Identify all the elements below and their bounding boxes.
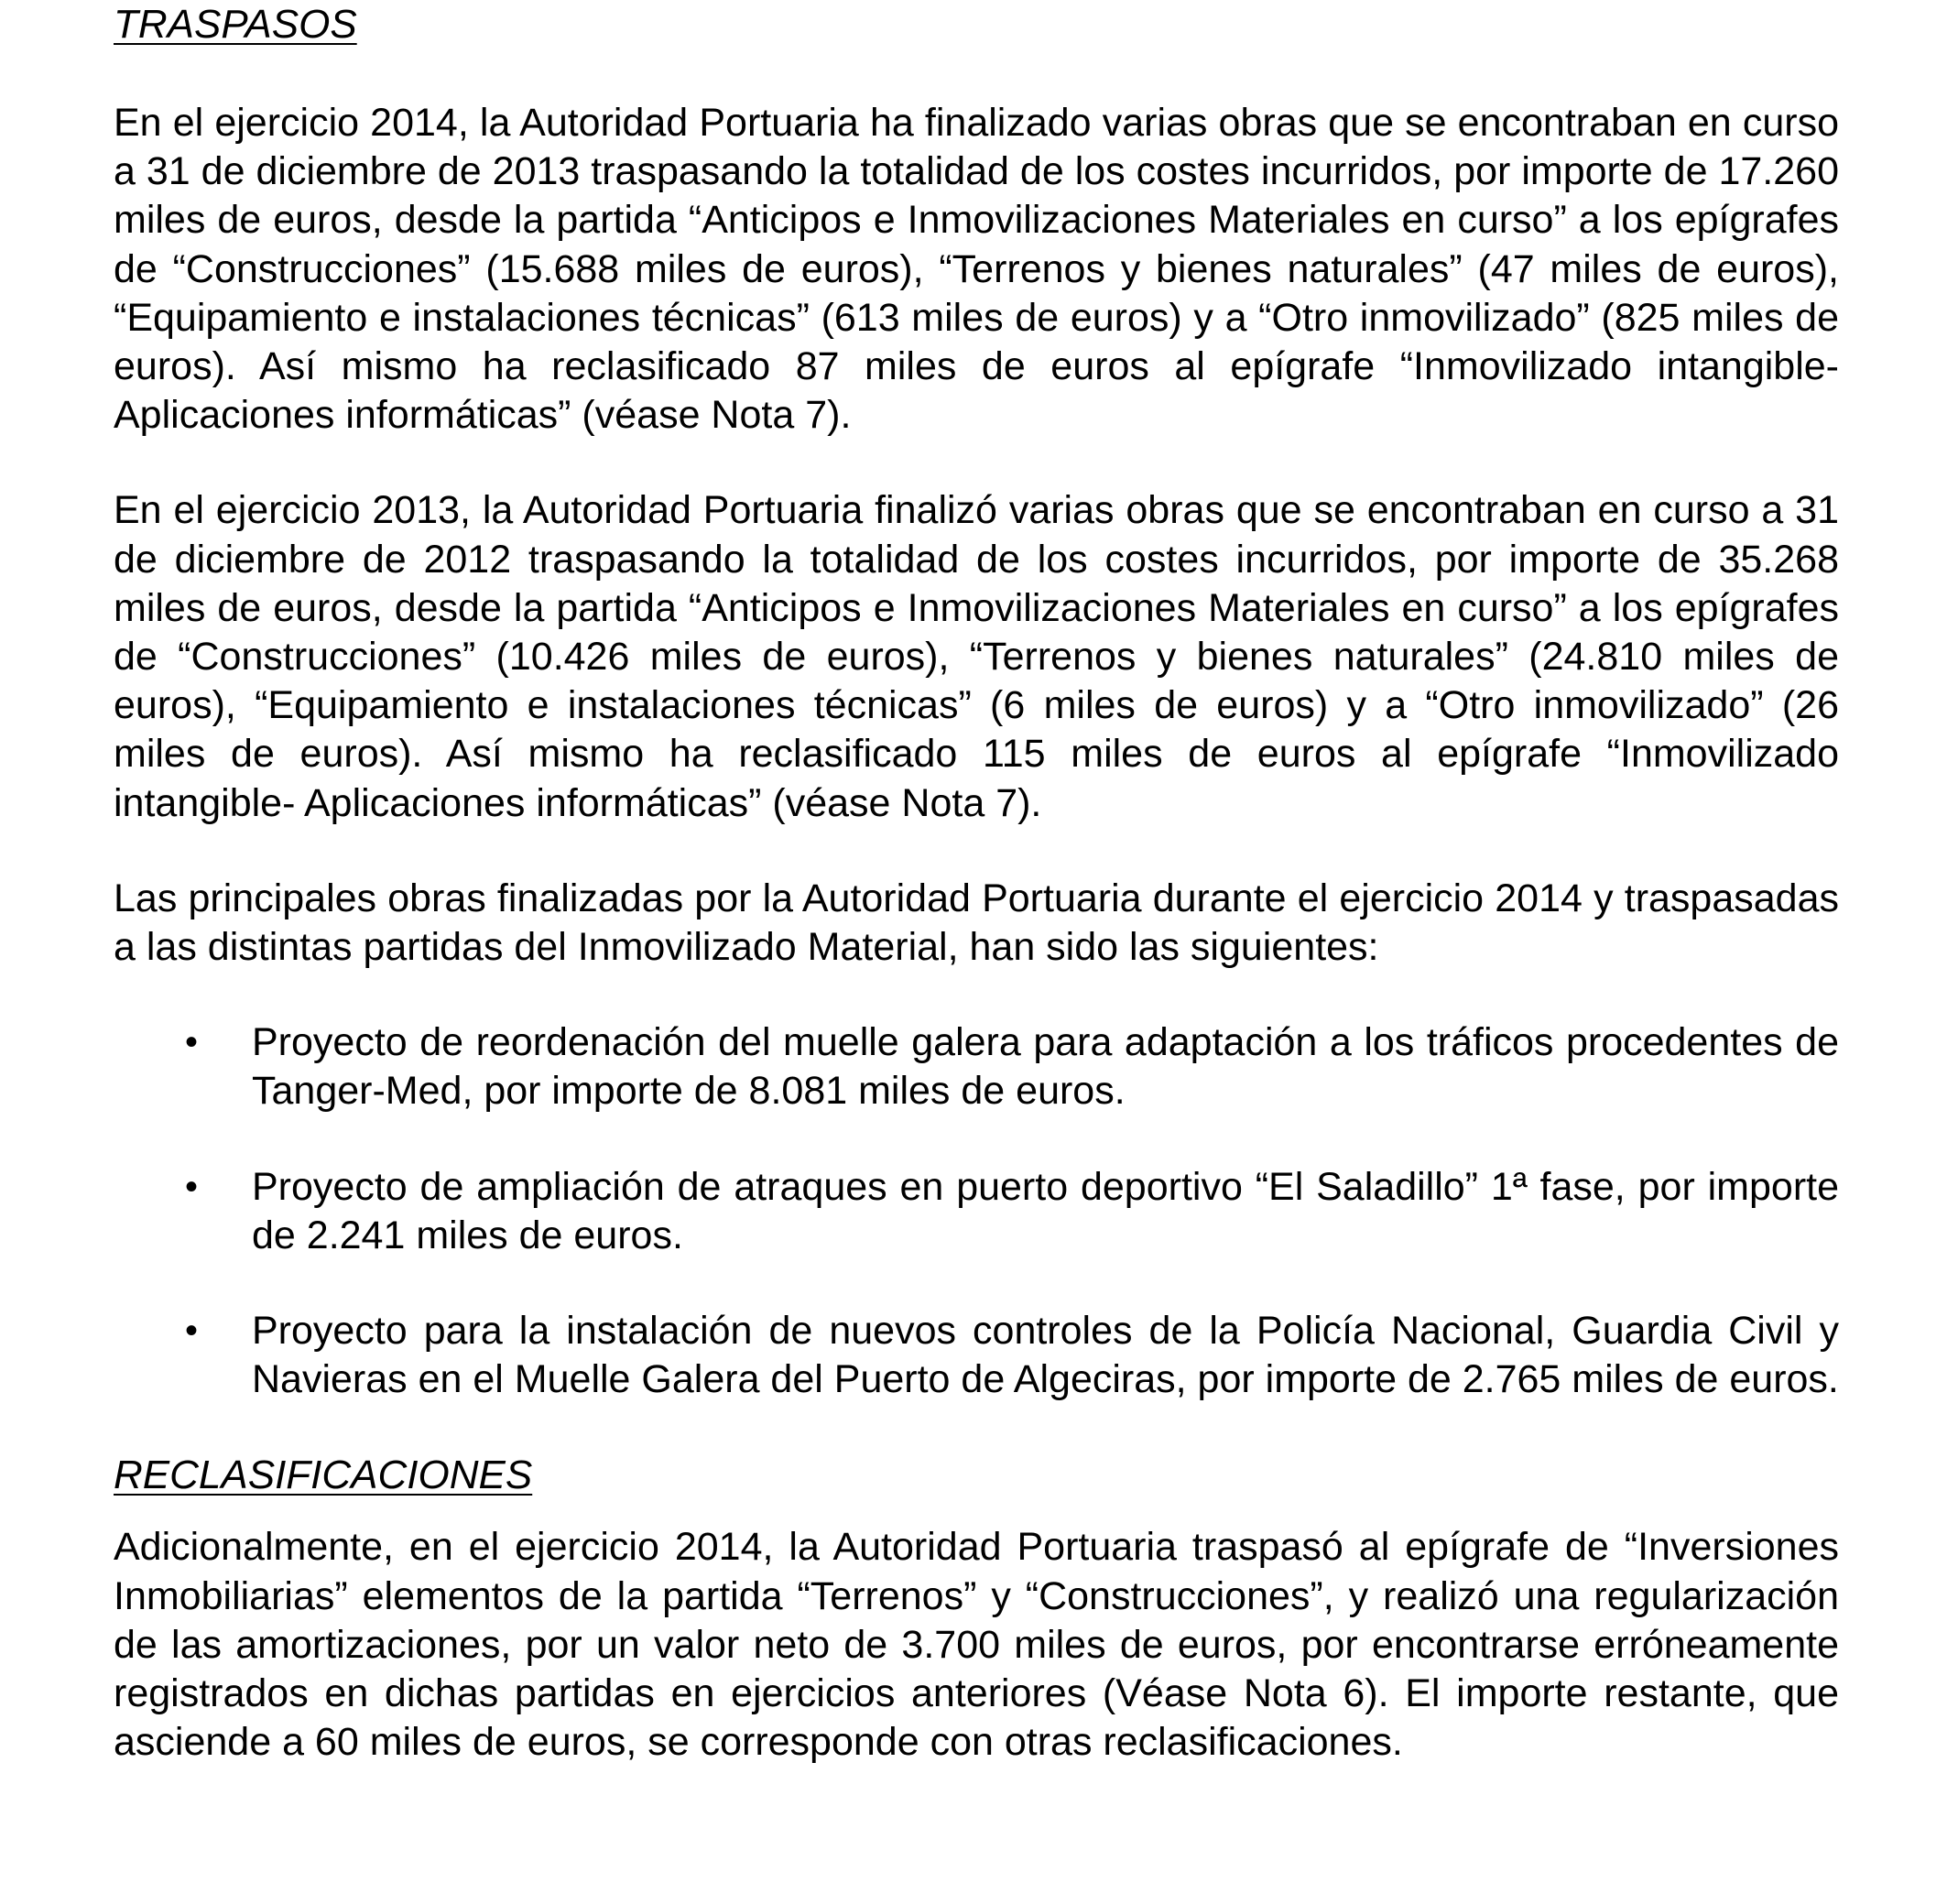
spacer xyxy=(114,972,1839,1018)
bullet-dot-icon: • xyxy=(185,1166,199,1207)
heading-traspasos: TRASPASOS xyxy=(114,2,357,47)
spacer xyxy=(114,1116,1839,1163)
bullet-list-obras xyxy=(114,1018,1839,1404)
spacer xyxy=(114,1404,1839,1451)
document-page xyxy=(114,0,1839,1767)
bullet-text: Proyecto de ampliación de atraques en puerto deportivo “El Saladillo” 1ª fase, por importe de 2.241 miles de euros. xyxy=(252,1164,1839,1257)
spacer xyxy=(114,1260,1839,1307)
spacer xyxy=(114,440,1839,486)
bullet-text: Proyecto de reordenación del muelle galera para adaptación a los tráficos procedentes de Tanger-Med, por importe de 8.081 miles de euros. xyxy=(252,1020,1839,1114)
bullet-item xyxy=(114,1018,1839,1115)
paragraph-traspasos-2013: En el ejercicio 2013, la Autoridad Portuaria finalizó varias obras que se encontraban en curso a 31 de diciembre de 2012 traspasando la totalidad de los costes incurridos, por importe de 35.268 miles de euros, desde la partida “Anticipos e Inmovilizaciones Materiales en curso” a los epígrafes de “Construcciones” (10.426 miles de euros), “Terrenos y bienes naturales” (24.810 miles de euros), “Equipamiento e instalaciones técnicas” (6 miles de euros) y a “Otro inmovilizado” (26 miles de euros). Así mismo ha reclasificado 115 miles de euros al epígrafe “Inmovilizado intangible- Aplicaciones informáticas” (véase Nota 7). xyxy=(114,488,1839,825)
spacer xyxy=(114,828,1839,875)
bullet-dot-icon: • xyxy=(185,1311,199,1352)
bullet-item xyxy=(114,1163,1839,1260)
paragraph-principales-obras: Las principales obras finalizadas por la Autoridad Portuaria durante el ejercicio 2014 y traspasadas a las distintas partidas del Inmovilizado Material, han sido las siguientes: xyxy=(114,876,1839,970)
bullet-dot-icon: • xyxy=(185,1022,199,1063)
bullet-text: Proyecto para la instalación de nuevos controles de la Policía Nacional, Guardia Civil y Navieras en el Muelle Galera del Puerto de Algeciras, por importe de 2.765 miles de euros. xyxy=(252,1309,1839,1402)
spacer xyxy=(114,1499,1839,1523)
heading-reclasificaciones: RECLASIFICACIONES xyxy=(114,1452,533,1498)
paragraph-reclasificaciones: Adicionalmente, en el ejercicio 2014, la Autoridad Portuaria traspasó al epígrafe de “Inversiones Inmobiliarias” elementos de la partida “Terrenos” y “Construcciones”, y realizó una regularización de las amortizaciones, por un valor neto de 3.700 miles de euros, por encontrarse erróneamente registrados en dichas partidas en ejercicios anteriores (Véase Nota 6). El importe restante, que asciende a 60 miles de euros, se corresponde con otras reclasificaciones. xyxy=(114,1525,1839,1765)
bullet-item xyxy=(114,1307,1839,1404)
spacer xyxy=(114,49,1839,99)
paragraph-traspasos-2014: En el ejercicio 2014, la Autoridad Portuaria ha finalizado varias obras que se encontraban en curso a 31 de diciembre de 2013 traspasando la totalidad de los costes incurridos, por importe de 17.260 miles de euros, desde la partida “Anticipos e Inmovilizaciones Materiales en curso” a los epígrafes de “Construcciones” (15.688 miles de euros), “Terrenos y bienes naturales” (47 miles de euros), “Equipamiento e instalaciones técnicas” (613 miles de euros) y a “Otro inmovilizado” (825 miles de euros). Así mismo ha reclasificado 87 miles de euros al epígrafe “Inmovilizado intangible- Aplicaciones informáticas” (véase Nota 7). xyxy=(114,101,1839,438)
